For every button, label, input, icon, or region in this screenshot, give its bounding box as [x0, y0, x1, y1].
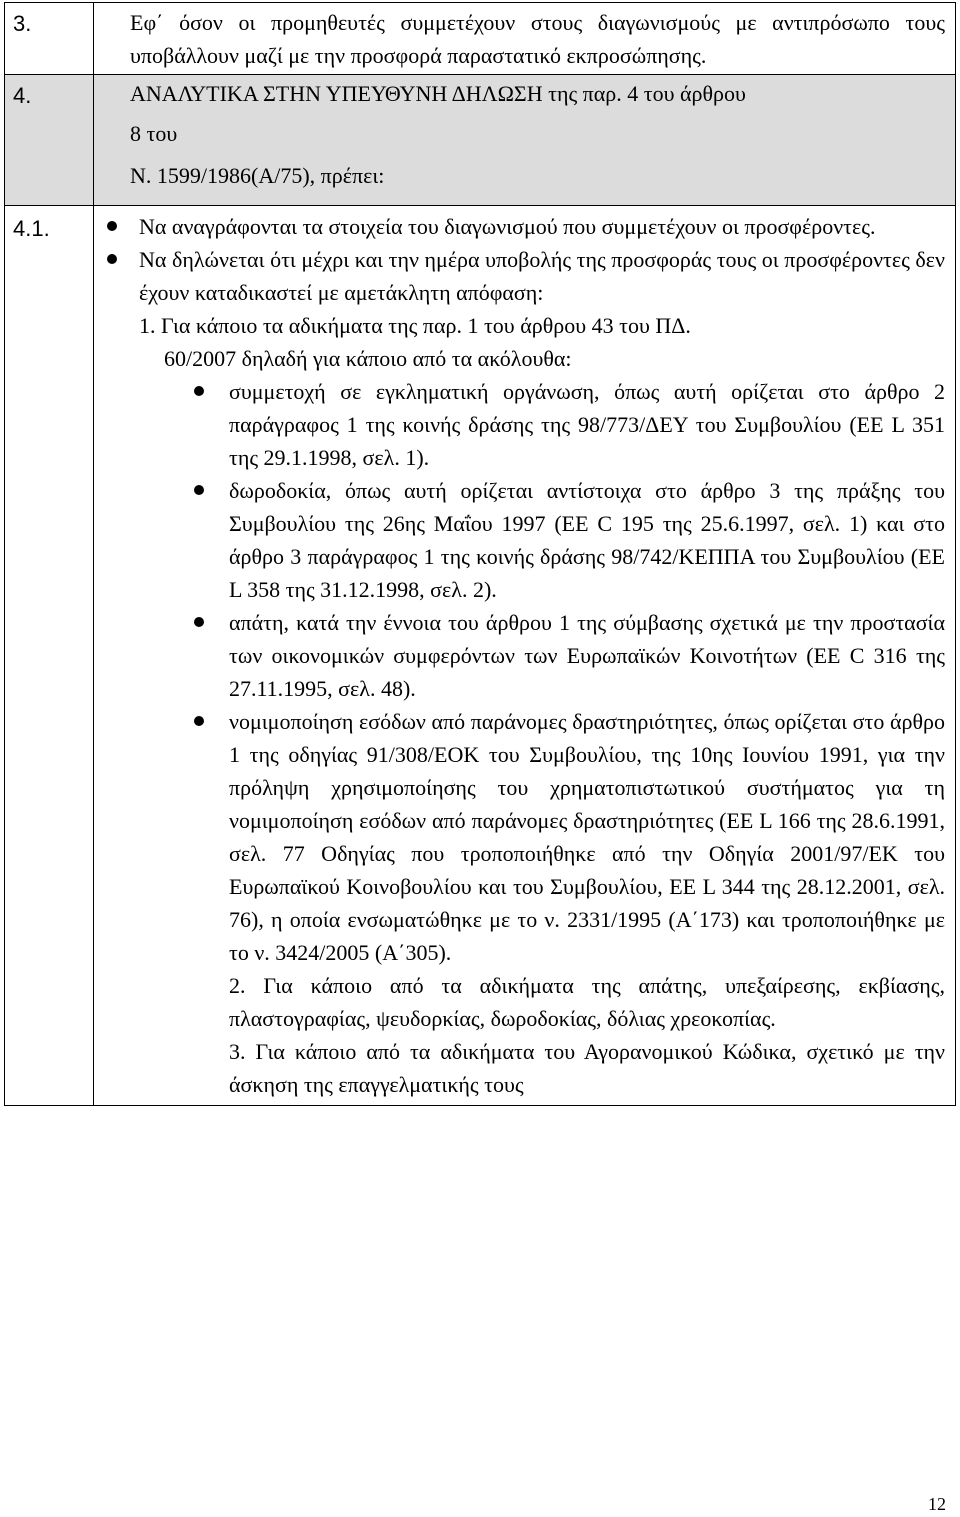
list-item: [94, 210, 945, 243]
list-item-text: Να αναγράφονται τα στοιχεία του διαγωνισμού που συμμετέχουν οι προσφέροντες.: [139, 214, 876, 239]
numbered-item-continuation: 60/2007 δηλαδή για κάποιο από τα ακόλουθα:: [164, 346, 572, 371]
table-row: [5, 206, 956, 1106]
list-item: [164, 606, 945, 705]
page-number: 12: [928, 1494, 946, 1514]
numbered-item: 1. Για κάποιο τα αδικήματα της παρ. 1 του άρθρου 43 του ΠΔ.: [139, 313, 691, 338]
list-item-text: απάτη, κατά την έννοια του άρθρου 1 της σύμβασης σχετικά με την προστασία των οικονομικών συμφερόντων των Ευρωπαϊκών Κοινοτήτων (ΕΕ C 316 της 27.11.1995, σελ. 48).: [229, 610, 945, 701]
table-row: [5, 3, 956, 75]
bullet-icon: [107, 221, 117, 231]
list-item: [94, 243, 945, 309]
list-item-text: νομιμοποίηση εσόδων από παράνομες δραστηριότητες, όπως ορίζεται στο άρθρο 1 της οδηγίας 91/308/ΕΟΚ του Συμβουλίου, της 10ης Ιουνίου 1991, για την πρόληψη χρησιμοποίησης του χρηματοπιστωτικού συστήματος για τη νομιμοποίηση εσόδων από παράνομες δραστηριότητες (ΕΕ L 166 της 28.6.1991, σελ. 77 Οδηγίας που τροποποιήθηκε από την Οδηγία 2001/97/ΕΚ του Ευρωπαϊκού Κοινοβουλίου και του Συμβουλίου, ΕΕ L 344 της 28.12.2001, σελ. 76), η οποία ενσωματώθηκε με το ν. 2331/1995 (Α΄173) και τροποποιήθηκε με το ν. 3424/2005 (Α΄305).: [229, 709, 945, 965]
list-item-text: συμμετοχή σε εγκληματική οργάνωση, όπως αυτή ορίζεται στο άρθρο 2 παράγραφος 1 της κοινής δράσης της 98/773/ΔΕΥ του Συμβουλίου (ΕΕ L 351 της 29.1.1998, σελ. 1).: [229, 379, 945, 470]
bullet-icon: [107, 254, 117, 264]
numbered-item: 3. Για κάποιο από τα αδικήματα του Αγορανομικού Κώδικα, σχετικό με την άσκηση της επαγγελματικής τους: [229, 1039, 945, 1097]
bullet-icon: [194, 716, 204, 726]
heading-line: ΑΝΑΛΥΤΙΚΑ ΣΤΗΝ ΥΠΕΥΘΥΝΗ ΔΗΛΩΣΗ της παρ. 4 του άρθρου: [130, 81, 746, 106]
heading-line: Ν. 1599/1986(Α/75), πρέπει:: [130, 163, 385, 188]
heading-line: 8 του: [130, 121, 178, 146]
table-row: [5, 75, 956, 206]
row-content-cell: [94, 206, 956, 1106]
row-number-cell: [5, 3, 94, 75]
bullet-icon: [194, 617, 204, 627]
paragraph: Εφ΄ όσον οι προμηθευτές συμμετέχουν στους διαγωνισμούς με αντιπρόσωπο τους υποβάλλουν μαζί με την προσφορά παραστατικό εκπροσώπησης.: [130, 10, 945, 68]
list-item-text: δωροδοκία, όπως αυτή ορίζεται αντίστοιχα στο άρθρο 3 της πράξης του Συμβουλίου της 26ης Μαΐου 1997 (ΕΕ C 195 της 25.6.1997, σελ. 1) και στο άρθρο 3 παράγραφος 1 της κοινής δράσης 98/742/ΚΕΠΠΑ του Συμβουλίου (ΕΕ L 358 της 31.12.1998, σελ. 2).: [229, 478, 945, 602]
row-content-cell: [94, 3, 956, 75]
row-number: 3.: [13, 11, 32, 36]
list-item: [164, 375, 945, 474]
row-content-cell: [94, 75, 956, 206]
row-number-cell: [5, 75, 94, 206]
list-item-text: Να δηλώνεται ότι μέχρι και την ημέρα υποβολής της προσφοράς τους οι προσφέροντες δεν έχουν καταδικαστεί με αμετάκλητη απόφαση:: [139, 247, 945, 305]
list-item: [164, 705, 945, 969]
row-number: 4.: [13, 83, 32, 108]
bullet-icon: [194, 485, 204, 495]
numbered-item: 2. Για κάποιο από τα αδικήματα της απάτης, υπεξαίρεσης, εκβίασης, πλαστογραφίας, ψευδορκίας, δωροδοκίας, δόλιας χρεοκοπίας.: [229, 973, 945, 1031]
list-item: [164, 474, 945, 606]
row-number: 4.1.: [13, 216, 50, 241]
requirements-table: [4, 2, 956, 1106]
bullet-icon: [194, 386, 204, 396]
row-number-cell: [5, 206, 94, 1106]
